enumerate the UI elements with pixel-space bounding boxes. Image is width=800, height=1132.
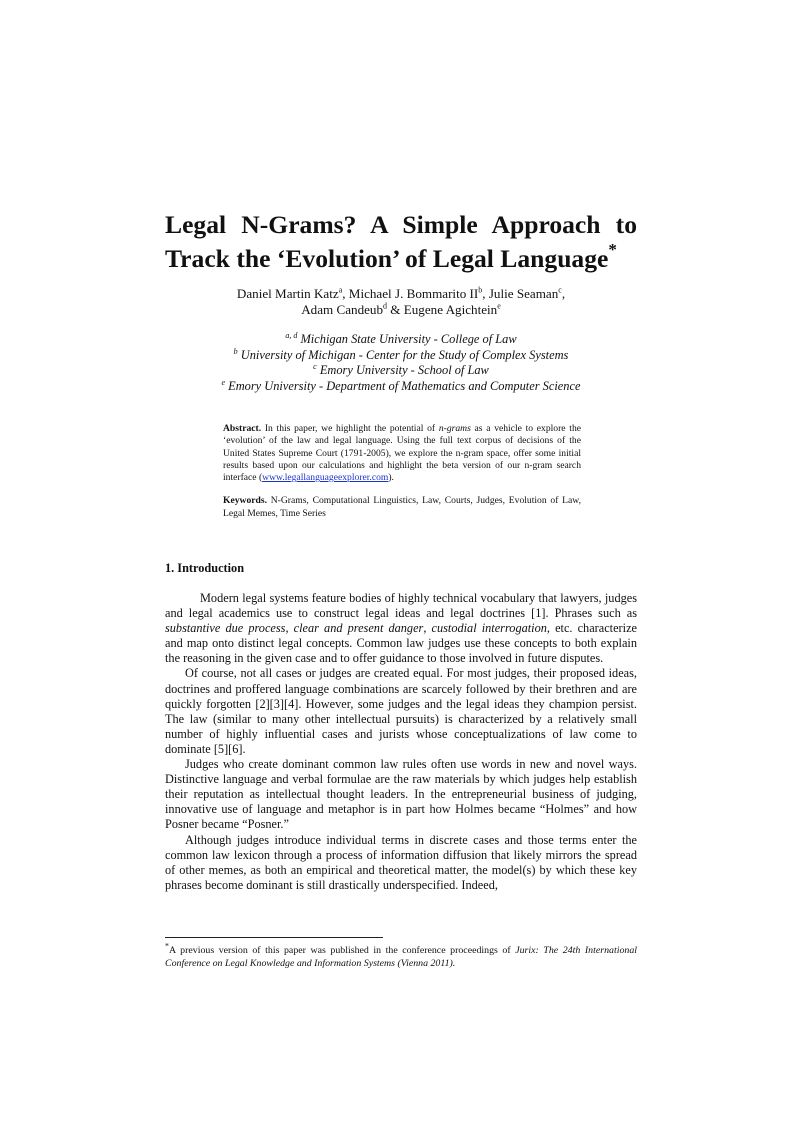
website-link[interactable]: www.legallanguageexplorer.com	[262, 472, 389, 484]
body-paragraph-3: Judges who create dominant common law rules often use words in new and novel ways. Distinctive language and verbal formulae are the raw materials by which judges help establish their reputation as intellectual thought leaders. In the entrepreneurial business of judging, innovative use of language and metaphor is in part how Holmes became “Holmes” and how Posner became “Posner.”	[165, 757, 637, 832]
footnote-text: A previous version of this paper was published in the conference proceedings of	[169, 945, 516, 956]
section-heading-introduction: 1. Introduction	[165, 561, 245, 575]
affiliation-item	[165, 363, 637, 379]
affiliation-marker: c	[313, 361, 317, 371]
abstract-text-1: In this paper, we highlight the potential of	[261, 423, 439, 434]
keywords-paragraph	[223, 495, 581, 520]
affiliation-text: Emory University - Department of Mathematics and Computer Science	[228, 378, 581, 393]
affiliation-list	[165, 332, 637, 394]
keywords-label: Keywords.	[223, 495, 267, 507]
affiliation-item	[165, 379, 637, 395]
author-bommarito: , Michael J. Bommarito II	[342, 286, 479, 301]
affiliation-text: Michigan State University - College of Law	[300, 332, 517, 346]
title-line-2	[165, 242, 637, 276]
author-agichtein-affil: e	[497, 301, 501, 311]
title-line-2-text: Track the ‘Evolution’ of Legal Language	[165, 244, 609, 273]
affiliation-marker: a, d	[285, 330, 298, 340]
body-paragraph-4: Although judges introduce individual terms in discrete cases and those terms enter the common law lexicon through a process of information diffusion that likely mirrors the spread of other memes, as both an empirical and theoretical matter, the model(s) by which these key phrases become dominant is still drastically underspecified. Indeed,	[165, 832, 637, 892]
abstract-block	[223, 423, 581, 520]
author-seaman: , Julie Seaman	[482, 286, 559, 301]
title-footnote-marker[interactable]: *	[608, 240, 617, 260]
affiliation-marker: e	[221, 377, 226, 387]
p1-text-a: Modern legal systems feature bodies of highly technical vocabulary that lawyers, judges and legal academics use to construct legal ideas and legal doctrines [1]. Phrases such as	[165, 591, 637, 621]
keywords-text: N-Grams, Computational Linguistics, Law, Courts, Judges, Evolution of Law, Legal Memes, Time Series	[223, 495, 581, 519]
abstract-label: Abstract.	[223, 423, 262, 434]
author-line-2	[165, 302, 637, 318]
p1-sep-1: ,	[285, 621, 294, 636]
abstract-paragraph	[223, 423, 581, 484]
author-line-1	[165, 286, 637, 302]
affiliation-text: Emory University - School of Law	[319, 363, 489, 377]
footnote-italic: Jurix: The 24th International Conference on Legal Knowledge and Information Systems (Vienna 2011).	[165, 945, 638, 969]
author-candeub: Adam Candeub	[301, 302, 384, 317]
body-paragraph-1	[165, 591, 637, 666]
author-seaman-comma: ,	[561, 286, 566, 301]
paper-title	[165, 208, 637, 276]
author-katz: Daniel Martin Katz	[236, 286, 339, 301]
footnote-divider	[165, 937, 383, 938]
author-candeub-affil: d	[383, 301, 388, 311]
abstract-italic-ngrams: n-grams	[438, 423, 471, 434]
footnote-marker: *	[165, 941, 169, 951]
affiliation-text: University of Michigan - Center for the Study of Complex Systems	[240, 347, 569, 362]
abstract-text-3: ).	[388, 472, 394, 484]
footnote	[165, 941, 638, 970]
p1-text-b: , etc. characterize and map onto distinct legal concepts. Common law judges use these concepts to both explain the reasoning in the given case and to offer guidance to those involved in future disputes.	[165, 621, 637, 666]
author-agichtein: & Eugene Agichtein	[387, 302, 498, 317]
affiliation-marker: b	[233, 346, 238, 356]
author-list	[165, 286, 637, 318]
introduction-body	[165, 591, 637, 893]
affiliation-item	[165, 332, 637, 348]
p1-sep-2: ,	[423, 621, 432, 636]
p1-italic-3: custodial interrogation	[431, 621, 547, 636]
author-katz-affil: a	[338, 285, 343, 295]
author-seaman-affil: c	[558, 285, 562, 295]
title-line-1: Legal N-Grams? A Simple Approach to	[165, 210, 637, 239]
affiliation-item	[165, 348, 637, 364]
body-paragraph-2: Of course, not all cases or judges are created equal. For most judges, their proposed ideas, doctrines and proffered language combinations are scarcely followed by their brethren and are quickly forgotten [2][3][4]. However, some judges and the legal ideas they champion persist. The law (similar to many other intellectual pursuits) is characterized by a relatively small number of highly influential cases and jurists whose conceptualizations of law come to dominate [5][6].	[165, 666, 637, 756]
author-bommarito-affil: b	[478, 285, 483, 295]
abstract-text-2: as a vehicle to explore the ‘evolution’ of the law and legal language. Using the full text corpus of decisions of the United States Supreme Court (1791-2005), we explore the n-gram space, offer some initial results based upon our calculations and highlight the beta version of our n-gram search interface (	[223, 423, 581, 484]
p1-italic-2: clear and present danger	[293, 621, 424, 636]
p1-italic-1: substantive due process	[165, 621, 286, 636]
